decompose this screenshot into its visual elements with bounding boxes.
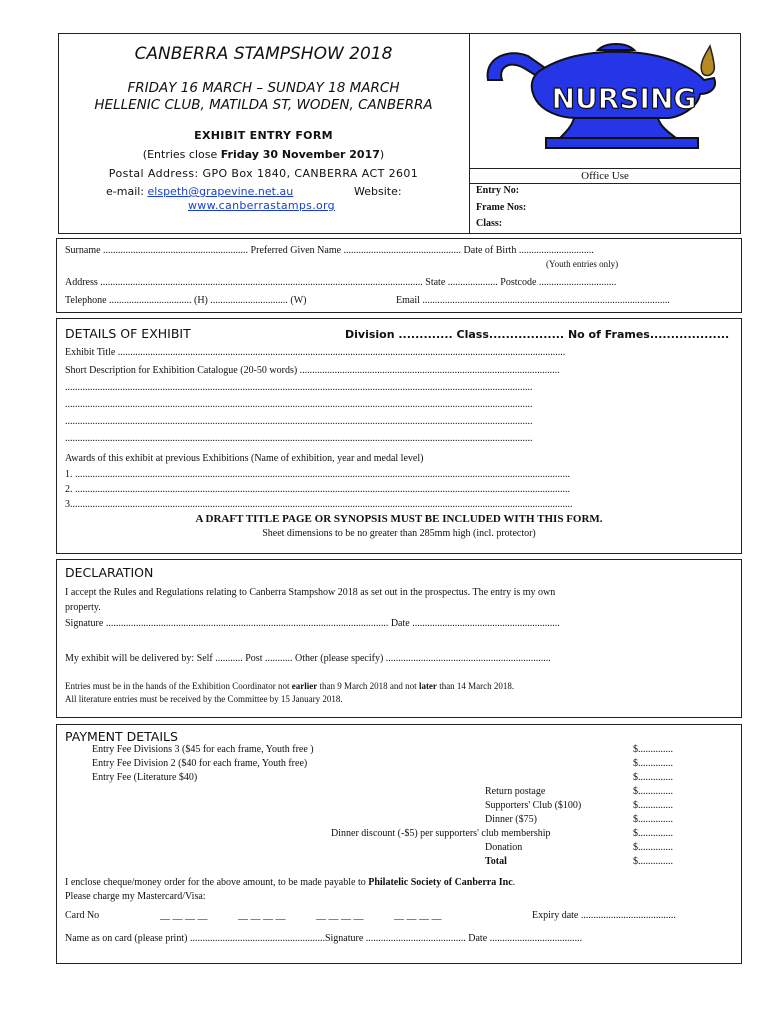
card-number-group-1[interactable]: __ __ __ __ <box>160 910 208 921</box>
office-entry-no: Entry No: <box>476 185 520 196</box>
email-row <box>106 185 293 198</box>
cheque-statement-c: . <box>512 877 516 888</box>
amount-field[interactable]: $.............. <box>633 842 673 853</box>
award-line-2[interactable]: 2. ...................................................................................................................................................................................................... <box>65 484 570 495</box>
office-frame-nos: Frame Nos: <box>476 202 527 213</box>
fee-division-3: Entry Fee Divisions 3 ($45 for each frame, Youth free ) <box>92 744 314 755</box>
event-dates: FRIDAY 16 MARCH – SUNDAY 18 MARCH <box>127 80 400 96</box>
entries-deadline-e: than 14 March 2018. <box>436 681 515 691</box>
amount-field[interactable]: $.............. <box>633 828 673 839</box>
fee-literature: Entry Fee (Literature $40) <box>92 772 198 783</box>
event-venue: HELLENIC CLUB, MATILDA ST, WODEN, CANBERRA <box>94 97 433 113</box>
charge-card-label: Please charge my Mastercard/Visa: <box>65 891 206 902</box>
literature-deadline: All literature entries must be received by the Committee by 15 January 2018. <box>65 694 343 704</box>
item-supporters-club: Supporters' Club ($100) <box>485 800 582 811</box>
telephone-line[interactable]: Telephone ................................. (H) ............................... (W) <box>65 295 307 306</box>
payment-heading: PAYMENT DETAILS <box>65 729 178 744</box>
entries-deadline-earlier: earlier <box>291 681 318 691</box>
office-class: Class: <box>476 218 503 229</box>
payee-name: Philatelic Society of Canberra Inc <box>368 877 513 888</box>
name-signature-date-line[interactable]: Name as on card (please print) ......................................................Signature ........................................ Date ..................................... <box>65 933 583 944</box>
declaration-heading: DECLARATION <box>65 565 154 580</box>
entries-close-prefix: (Entries close <box>142 148 221 161</box>
description-blank-line[interactable]: ........................................................................................................................................................................................... <box>65 382 533 393</box>
office-use-title: Office Use <box>581 170 629 182</box>
cheque-statement-a: I enclose cheque/money order for the above amount, to be made payable to <box>65 877 369 888</box>
awards-label: Awards of this exhibit at previous Exhibitions (Name of exhibition, year and medal level) <box>65 453 424 464</box>
postal-address: Postal Address: GPO Box 1840, CANBERRA ACT 2601 <box>108 167 419 180</box>
description-blank-line[interactable]: ........................................................................................................................................................................................... <box>65 416 533 427</box>
entries-deadline <box>65 681 514 691</box>
event-title: CANBERRA STAMPSHOW 2018 <box>134 44 393 64</box>
description-blank-line[interactable]: ........................................................................................................................................................................................... <box>65 433 533 444</box>
draft-notice: A DRAFT TITLE PAGE OR SYNOPSIS MUST BE INCLUDED WITH THIS FORM. <box>195 513 603 525</box>
item-total: Total <box>485 856 507 867</box>
cheque-statement <box>65 877 515 888</box>
fee-division-2: Entry Fee Division 2 ($40 for each frame, Youth free) <box>92 758 308 769</box>
amount-field[interactable]: $.............. <box>633 814 673 825</box>
exhibit-heading: DETAILS OF EXHIBIT <box>65 326 191 341</box>
card-number-group-4[interactable]: __ __ __ __ <box>394 910 442 921</box>
description-blank-line[interactable]: ........................................................................................................................................................................................... <box>65 399 533 410</box>
award-line-3[interactable]: 3......................................................................................................................................................................................................... <box>65 499 573 510</box>
card-number-group-3[interactable]: __ __ __ __ <box>316 910 364 921</box>
amount-field[interactable]: $.............. <box>633 744 673 755</box>
surname-line[interactable]: Surname .......................................................... Preferred Given Name ............................................... Date of Birth .............................. <box>65 245 594 256</box>
entries-close-suffix: ) <box>379 148 385 161</box>
office-use-divider <box>469 183 741 184</box>
signature-line[interactable]: Signature ................................................................................................................. Date ........................................................... <box>65 618 560 629</box>
award-line-1[interactable]: 1. ...................................................................................................................................................................................................... <box>65 469 570 480</box>
item-dinner: Dinner ($75) <box>485 814 537 825</box>
form-name: EXHIBIT ENTRY FORM <box>194 129 333 142</box>
entries-close <box>58 148 469 161</box>
amount-field[interactable]: $.............. <box>633 856 673 867</box>
declaration-text-1: I accept the Rules and Regulations relating to Canberra Stampshow 2018 as set out in the prospectus. The entry is my own <box>65 587 556 598</box>
email-line[interactable]: Email ................................................................................................... <box>396 295 670 306</box>
website-label: Website: <box>354 185 402 198</box>
item-dinner-discount: Dinner discount (-$5) per supporters' club membership <box>331 828 551 839</box>
item-donation: Donation <box>485 842 523 853</box>
address-line[interactable]: Address ................................................................................................................................. State .................... Postcode ............................... <box>65 277 617 288</box>
email-link[interactable]: elspeth@grapevine.net.au <box>147 185 294 198</box>
amount-field[interactable]: $.............. <box>633 786 673 797</box>
card-no-label: Card No <box>65 910 100 921</box>
email-label: e-mail: <box>106 185 145 198</box>
item-return-postage: Return postage <box>485 786 546 797</box>
entries-deadline-a: Entries must be in the hands of the Exhibition Coordinator not <box>65 681 292 691</box>
amount-field[interactable]: $.............. <box>633 758 673 769</box>
declaration-text-2: property. <box>65 602 101 613</box>
entries-deadline-c: than 9 March 2018 and not <box>317 681 419 691</box>
card-number-group-2[interactable]: __ __ __ __ <box>238 910 286 921</box>
logo-text: NURSING <box>551 82 697 115</box>
amount-field[interactable]: $.............. <box>633 800 673 811</box>
nursing-lamp-logo <box>478 38 736 162</box>
expiry-date-line[interactable]: Expiry date ...................................... <box>532 910 676 921</box>
website-link[interactable]: www.canberrastamps.org <box>188 199 335 212</box>
division-class-frames[interactable]: Division ............. Class.................. No of Frames................... <box>345 328 730 341</box>
exhibit-title-line[interactable]: Exhibit Title ................................................................................................................................................................................... <box>65 347 566 358</box>
youth-note: (Youth entries only) <box>546 259 619 269</box>
entries-deadline-later: later <box>418 681 437 691</box>
entries-close-date: Friday 30 November 2017 <box>220 148 380 161</box>
delivery-line[interactable]: My exhibit will be delivered by: Self ........... Post ........... Other (please specify) .................................................................. <box>65 653 551 664</box>
sheet-dimensions-note: Sheet dimensions to be no greater than 285mm high (incl. protector) <box>262 528 536 539</box>
short-description-line[interactable]: Short Description for Exhibition Catalogue (20-50 words) ........................................................................................................ <box>65 365 560 376</box>
amount-field[interactable]: $.............. <box>633 772 673 783</box>
